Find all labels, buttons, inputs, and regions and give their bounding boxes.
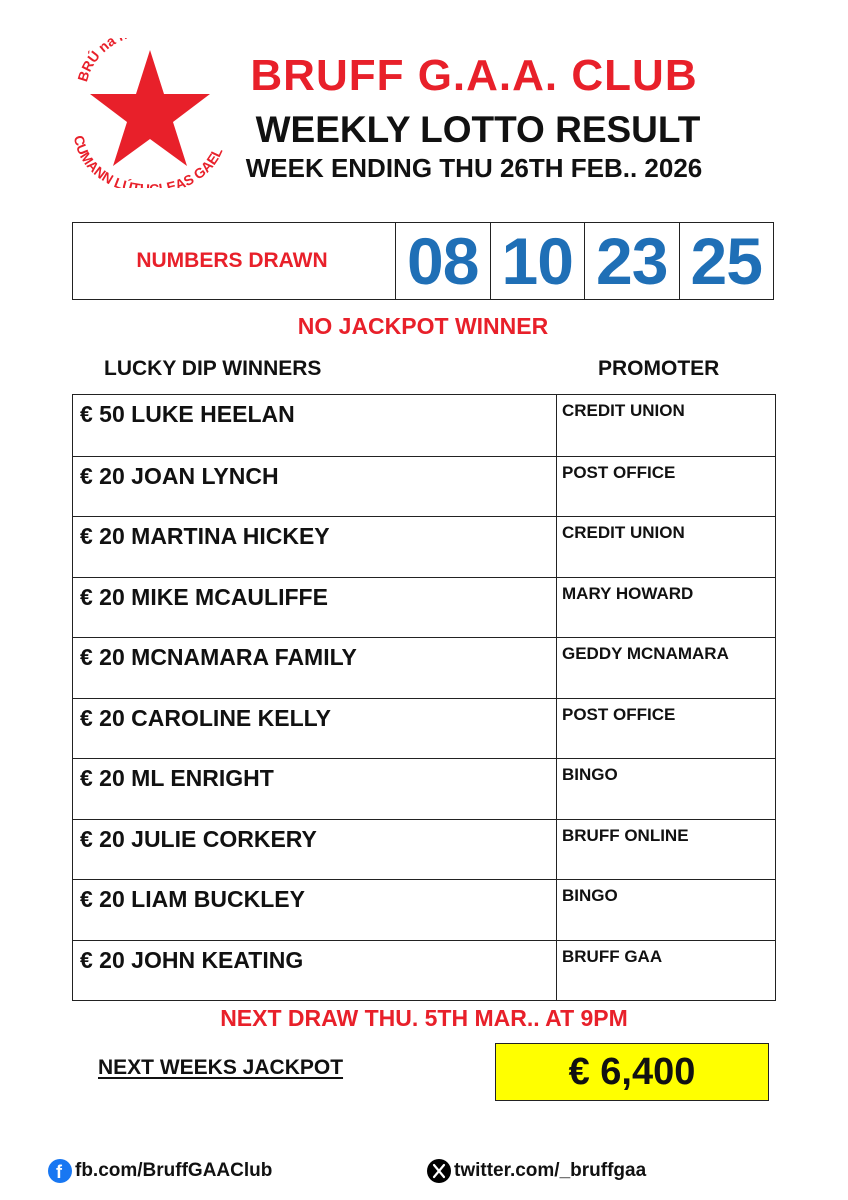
promoter-cell: POST OFFICE: [562, 704, 676, 724]
winner-cell: € 20 MARTINA HICKEY: [73, 517, 557, 577]
jackpot-status: NO JACKPOT WINNER: [297, 313, 549, 339]
winner-cell: € 20 LIAM BUCKLEY: [73, 880, 557, 940]
promoter-cell: BINGO: [562, 765, 618, 784]
drawn-number: 10: [490, 223, 585, 299]
promoter-header: PROMOTER: [598, 357, 720, 380]
table-row: [73, 819, 775, 880]
jackpot-amount: € 6,400: [495, 1043, 769, 1101]
numbers-drawn-label: NUMBERS DRAWN: [136, 249, 328, 272]
winner-cell: € 20 MCNAMARA FAMILY: [73, 638, 557, 698]
next-draw: NEXT DRAW THU. 5TH MAR.. AT 9PM: [220, 1005, 628, 1031]
winner-cell: € 20 ML ENRIGHT: [73, 759, 557, 819]
promoter-cell: BRUFF ONLINE: [562, 825, 689, 845]
promoter-cell: BINGO: [562, 886, 618, 905]
winner-cell: € 50 LUKE HEELAN: [73, 395, 557, 456]
facebook-link[interactable]: [48, 1159, 272, 1183]
winners-table: [72, 394, 776, 1001]
table-row: [73, 456, 775, 517]
table-row: [73, 395, 775, 456]
table-row: [73, 940, 775, 1001]
page-title: WEEKLY LOTTO RESULT: [255, 109, 701, 150]
twitter-link[interactable]: [427, 1159, 646, 1183]
table-row: [73, 758, 775, 819]
svg-text:CUMANN LÚTHCLEAS GAEL: [71, 134, 226, 188]
drawn-number: 08: [407, 224, 479, 298]
table-row: [73, 879, 775, 940]
numbers-drawn-box: [72, 222, 774, 300]
drawn-numbers: [395, 223, 773, 299]
x-icon: [427, 1159, 451, 1183]
promoter-cell: GEDDY MCNAMARA: [562, 644, 729, 663]
promoter-cell: CREDIT UNION: [562, 523, 685, 542]
winners-header: LUCKY DIP WINNERS: [104, 357, 322, 380]
facebook-link-text: fb.com/BruffGAAClub: [75, 1160, 273, 1181]
promoter-cell: POST OFFICE: [562, 462, 676, 482]
winner-cell: € 20 JOHN KEATING: [73, 941, 557, 1001]
crest-icon: [66, 38, 246, 188]
winner-cell: € 20 MIKE MCAULIFFE: [73, 578, 557, 638]
club-name: BRUFF G.A.A. CLUB: [250, 51, 698, 100]
winner-cell: € 20 CAROLINE KELLY: [73, 699, 557, 759]
promoter-cell: BRUFF GAA: [562, 946, 663, 966]
facebook-icon: [48, 1159, 72, 1183]
winner-cell: € 20 JOAN LYNCH: [73, 457, 557, 517]
next-jackpot-label: NEXT WEEKS JACKPOT: [98, 1056, 344, 1079]
star-icon: [90, 50, 210, 166]
promoter-cell: MARY HOWARD: [562, 583, 694, 603]
crest-bottom-text: CUMANN LÚT EAS GAEL: [70, 134, 226, 188]
winner-cell: € 20 JULIE CORKERY: [73, 820, 557, 880]
promoter-cell: CREDIT UNION: [562, 401, 685, 420]
crest-top-text: BRÚ na: [74, 38, 119, 84]
twitter-link-text: twitter.com/_bruffgaa: [454, 1160, 647, 1181]
table-row: [73, 698, 775, 759]
club-crest: [66, 38, 246, 188]
table-row: [73, 637, 775, 698]
table-row: [73, 577, 775, 638]
drawn-number: 25: [679, 223, 774, 299]
week-ending: WEEK ENDING THU 26TH FEB.. 2026: [245, 153, 703, 183]
drawn-number: 23: [584, 223, 679, 299]
table-row: [73, 516, 775, 577]
svg-text:f: f: [56, 1162, 62, 1182]
